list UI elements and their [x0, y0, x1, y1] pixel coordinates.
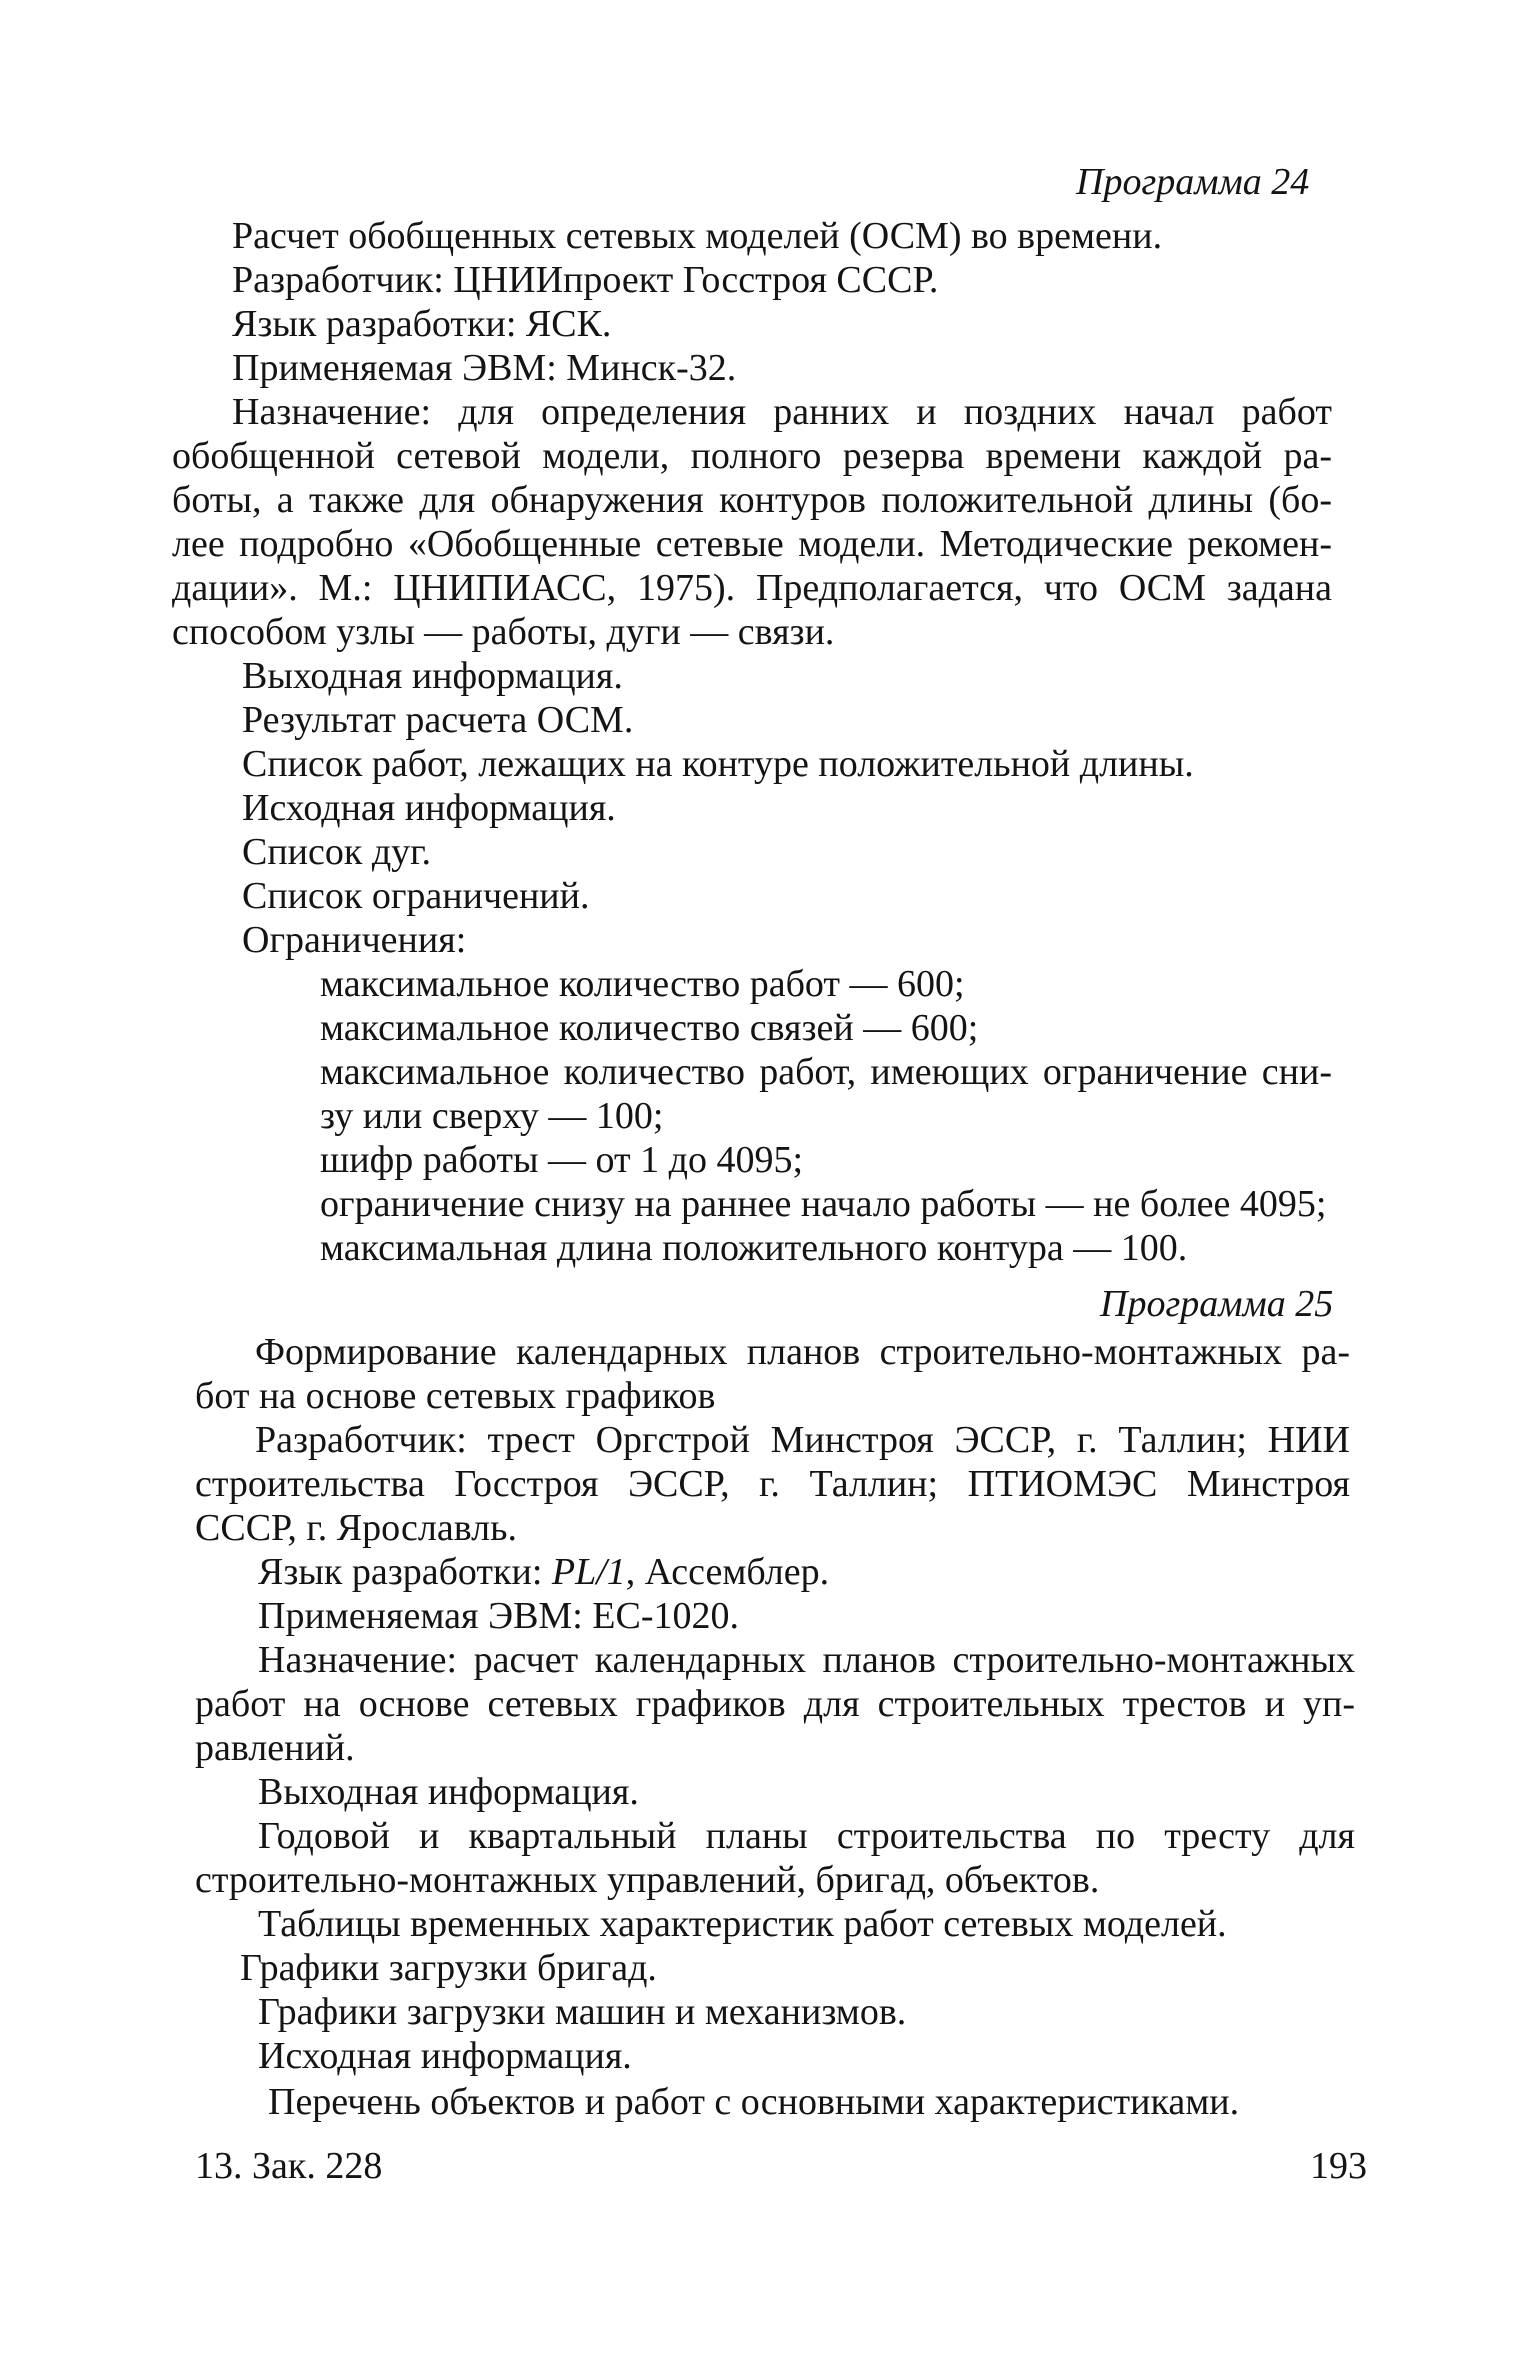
program-24-limit-item: максимальное количество работ — 600;: [320, 963, 965, 1005]
program-25-input-heading: Исходная информация.: [258, 2035, 632, 2077]
program-24-computer: Применяемая ЭВМ: Минск-32.: [232, 347, 737, 389]
program-25-title-line: Формирование календарных планов строительно-монтажных ра-: [255, 1331, 1350, 1373]
program-24-purpose-line: боты, а также для обнаружения контуров положительной длины (бо-: [172, 479, 1332, 521]
language-prefix: Язык разработки:: [258, 1551, 552, 1593]
program-24-limit-item: шифр работы — от 1 до 4095;: [320, 1139, 804, 1181]
program-24-input-heading: Исходная информация.: [242, 787, 616, 829]
program-24-output-item: Список работ, лежащих на контуре положительной длины.: [242, 743, 1194, 785]
program-25-purpose-line: равлений.: [195, 1727, 355, 1769]
program-25-output-line: Графики загрузки машин и механизмов.: [258, 1991, 907, 2033]
program-25-purpose-line: работ на основе сетевых графиков для строительных трестов и уп-: [195, 1683, 1355, 1725]
program-24-limit-item: максимальная длина положительного контура — 100.: [320, 1227, 1188, 1269]
program-24-purpose-line: лее подробно «Обобщенные сетевые модели. Методические рекомен-: [172, 523, 1332, 565]
program-24-purpose-line: обобщенной сетевой модели, полного резерва времени каждой ра-: [172, 435, 1332, 477]
program-25-computer: Применяемая ЭВМ: ЕС-1020.: [258, 1595, 739, 1637]
program-24-limit-item: максимальное количество связей — 600;: [320, 1007, 979, 1049]
program-25-output-line: строительно-монтажных управлений, бригад, объектов.: [195, 1859, 1100, 1901]
program-24-limit-item: ограничение снизу на раннее начало работы — не более 4095;: [320, 1183, 1327, 1225]
program-24-purpose-line: способом узлы — работы, дуги — связи.: [172, 611, 835, 653]
program-24-title: Расчет обобщенных сетевых моделей (ОСМ) во времени.: [232, 215, 1163, 257]
program-24-limit-item: максимальное количество работ, имеющих ограничение сни-: [320, 1051, 1332, 1093]
program-25-input-item: Перечень объектов и работ с основными характеристиками.: [268, 2081, 1240, 2123]
program-25-output-line: Таблицы временных характеристик работ сетевых моделей.: [258, 1903, 1227, 1945]
program-25-developer-line: СССР, г. Ярославль.: [195, 1507, 517, 1549]
program-25-developer-line: Разработчик: трест Оргстрой Минстроя ЭССР, г. Таллин; НИИ: [255, 1419, 1350, 1461]
language-name: PL/1: [551, 1551, 626, 1593]
program-24-limit-item: зу или сверху — 100;: [320, 1095, 664, 1137]
program-24-heading: Программа 24: [1076, 161, 1310, 203]
program-24-purpose-line: дации». М.: ЦНИПИАСС, 1975). Предполагается, что ОСМ задана: [172, 567, 1332, 609]
program-24-language: Язык разработки: ЯСК.: [232, 303, 612, 345]
language-suffix: , Ассемблер.: [625, 1551, 830, 1593]
program-25-title-line: бот на основе сетевых графиков: [195, 1375, 716, 1417]
program-24-developer: Разработчик: ЦНИИпроект Госстроя СССР.: [232, 259, 939, 301]
program-25-output-line: Графики загрузки бригад.: [240, 1947, 657, 1989]
program-25-output-heading: Выходная информация.: [258, 1771, 639, 1813]
program-24-input-item: Список дуг.: [242, 831, 431, 873]
program-24-output-item: Результат расчета ОСМ.: [242, 699, 634, 741]
print-signature: 13. Зак. 228: [195, 2145, 383, 2187]
program-25-language: [258, 1550, 829, 1594]
program-24-purpose-line: Назначение: для определения ранних и поздних начал работ: [232, 391, 1332, 433]
program-24-limits-heading: Ограничения:: [242, 919, 467, 961]
program-24-input-item: Список ограничений.: [242, 875, 590, 917]
program-24-output-heading: Выходная информация.: [242, 655, 623, 697]
page-number: 193: [1310, 2145, 1367, 2187]
program-25-heading: Программа 25: [1100, 1283, 1334, 1325]
program-25-purpose-line: Назначение: расчет календарных планов строительно-монтажных: [258, 1639, 1355, 1681]
program-25-developer-line: строительства Госстроя ЭССР, г. Таллин; ПТИОМЭС Минстроя: [195, 1463, 1350, 1505]
program-25-output-line: Годовой и квартальный планы строительства по тресту для: [258, 1815, 1355, 1857]
